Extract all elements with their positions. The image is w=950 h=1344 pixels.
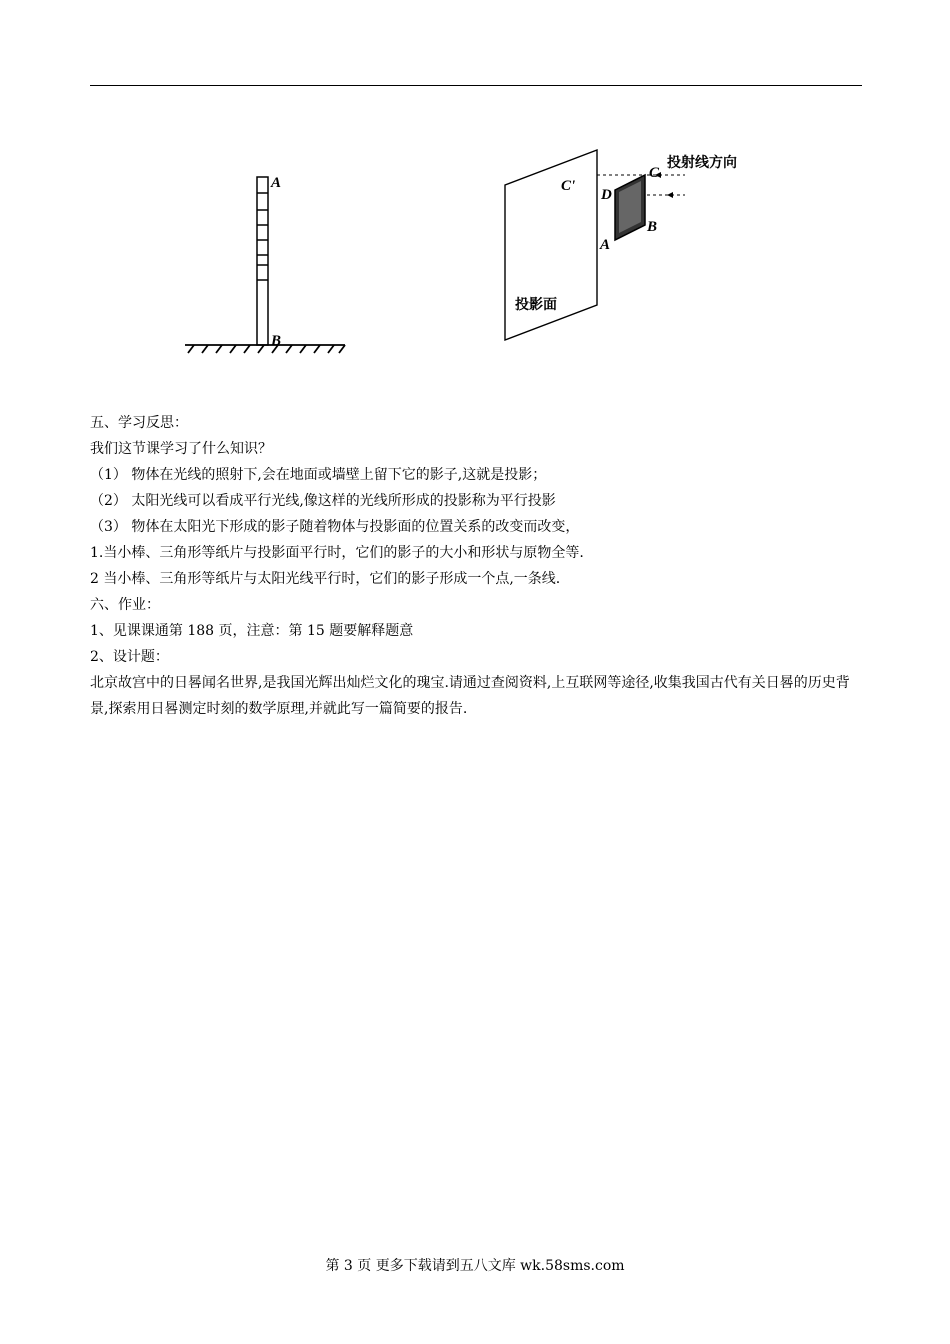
ground <box>185 345 345 353</box>
section5-heading: 五、学习反思： <box>90 415 188 431</box>
header-rule <box>90 85 862 86</box>
pole-figure <box>180 165 355 360</box>
label-b: B <box>271 333 282 349</box>
reflection-item-2: （2） 太阳光线可以看成平行光线,像这样的光线所形成的投影称为平行投影 <box>90 493 556 509</box>
section5-question: 我们这节课学习了什么知识？ <box>90 441 272 457</box>
projected-square <box>615 175 645 240</box>
design-task-paragraph: 北京故宫中的日晷闻名世界,是我国光辉出灿烂文化的瑰宝.请通过查阅资料,上互联网等途径,收集我国古代有关日晷的历史背景,探索用日晷测定时刻的数学原理,并就此写一篇简要的报告. <box>90 675 850 717</box>
pole <box>257 177 268 345</box>
projection-figure <box>495 145 770 345</box>
label-b-right: B <box>647 219 658 235</box>
label-c: C <box>649 165 660 181</box>
reflection-item-3: （3） 物体在太阳光下形成的影子随着物体与投影面的位置关系的改变而改变， <box>90 519 580 535</box>
projection-plane-label: 投影面 <box>515 297 557 313</box>
label-d: D <box>601 187 612 203</box>
body-text <box>90 410 865 722</box>
label-a: A <box>271 175 282 191</box>
projection-direction-label: 投射线方向 <box>667 155 737 171</box>
label-a-right: A <box>600 237 611 253</box>
reflection-point-1: 1.当小棒、三角形等纸片与投影面平行时，它们的影子的大小和形状与原物全等. <box>90 545 584 561</box>
section6-heading: 六、作业： <box>90 597 160 613</box>
reflection-item-1: （1） 物体在光线的照射下,会在地面或墙壁上留下它的影子,这就是投影； <box>90 467 547 483</box>
label-c-prime: C' <box>561 178 576 194</box>
homework-2: 2、设计题： <box>90 649 169 665</box>
reflection-point-2: 2 当小棒、三角形等纸片与太阳光线平行时，它们的影子形成一个点,一条线. <box>90 571 561 587</box>
homework-1: 1、见课课通第 188 页，注意：第 15 题要解释题意 <box>90 623 414 639</box>
page-footer: 第 3 页 更多下载请到五八文库 wk.58sms.com <box>325 1258 625 1274</box>
